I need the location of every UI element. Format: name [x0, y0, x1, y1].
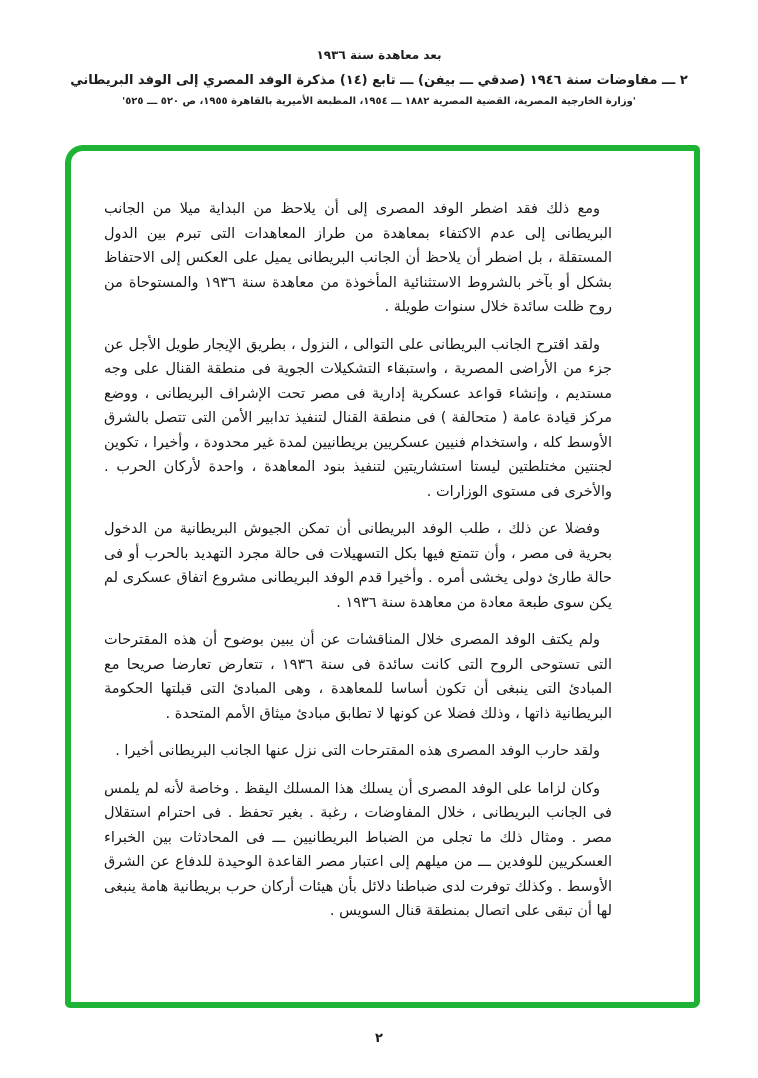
body-paragraph: ومع ذلك فقد اضطر الوفد المصرى إلى أن يلاحظ من البداية ميلا من الجانب البريطانى إلى عدم الاكتفاء بمعاهدة من طراز المعاهدات التى تبرم بين الدول المستقلة ، بل اضطر أن يلاحظ أن الجانب البريطانى يميل على العكس إلى الاحتفاظ بشكل أو بآخر بالشروط الاستثنائية المأخوذة من معاهدة سنة ١٩٣٦ والمستوحاة من روح ظلت سائدة خلال سنوات طويلة .: [104, 201, 612, 315]
document-header: [0, 48, 758, 107]
body-paragraph: ولم يكتف الوفد المصرى خلال المناقشات عن أن يبين بوضوح أن هذه المقترحات التى تستوحى الروح التى كانت سائدة فى سنة ١٩٣٦ ، تتعارض تعارضا صريحا مع المبادئ التى ينبغى أن تكون أساسا للمعاهدة ، وهى المبادئ التى قبلتها الحكومة البريطانية ذاتها ، وذلك فضلا عن كونها لا تطابق مبادئ ميثاق الأمم المتحدة .: [104, 632, 613, 722]
document-source-citation: 'وزارة الخارجية المصرية، القضية المصرية ١٨٨٢ ـــ ١٩٥٤، المطبعة الأميرية بالقاهرة ١٩٥٥، ص ٥٢٠ ـــ ٥٢٥': [122, 96, 636, 107]
document-subtitle: ٢ ـــ مفاوضات سنة ١٩٤٦ (صدقي ـــ بيفن) ـــ تابع (١٤) مذكرة الوفد المصري إلى الوفد البريطاني: [70, 73, 688, 88]
page-number: ٢: [375, 1031, 383, 1046]
body-paragraph: وفضلا عن ذلك ، طلب الوفد البريطانى أن تمكن الجيوش البريطانية من الدخول بحرية فى مصر ، وأن تتمتع فيها بكل التسهيلات فى حالة مجرد التهديد بالحرب أو فى حالة طارئ دولى يخشى أمره . وأخيرا قدم الوفد البريطانى مشروع اتفاق عسكرى لم يكن سوى طبعة معادة من معاهدة سنة ١٩٣٦ .: [104, 521, 612, 611]
body-paragraph: ولقد اقترح الجانب البريطانى على التوالى ، النزول ، بطريق الإيجار طويل الأجل عن جزء من الأراضى المصرية ، واستبقاء التشكيلات الجوية فى منطقة القنال على وجه مستديم ، وإنشاء قواعد عسكرية إدارية فى مصر تحت الإشراف البريطانى ، ووضع مركز قيادة عامة ( متحالفة ) فى منطقة القنال لتنفيذ تدابير الأمن التى تتصل بالشرق الأوسط كله ، واستخدام فنيين عسكريين بريطانيين لمدة غير محدودة ، وأخيرا ، تكوين لجنتين مختلطتين ليستا استشاريتين لتنفيذ بنود المعاهدة ، واحدة لأركان الحرب . والأخرى فى مستوى الوزارات .: [104, 336, 612, 500]
body-paragraph: ولقد حارب الوفد المصرى هذه المقترحات التى نزل عنها الجانب البريطانى أخيرا .: [115, 743, 600, 759]
document-body: [104, 197, 612, 937]
body-paragraph: وكان لزاما على الوفد المصرى أن يسلك هذا المسلك اليقظ . وخاصة لأنه لم يلمس فى الجانب البريطانى ، خلال المفاوضات ، رغبة . بغير تحفظ . فى احترام استقلال مصر . ومثال ذلك ما تجلى من الضباط البريطانيين ـــ فى المحادثات بين الخبراء العسكريين للوفدين ـــ من ميلهم إلى اعتبار مصر القاعدة الوحيدة للدفاع عن الشرق الأوسط . وكذلك توفرت لدى ضباطنا دلائل بأن هيئات أركان حرب بريطانية هامة ينبغى لها أن تبقى على اتصال بمنطقة قنال السويس .: [104, 780, 612, 919]
document-title: بعد معاهدة سنة ١٩٣٦: [316, 48, 442, 62]
